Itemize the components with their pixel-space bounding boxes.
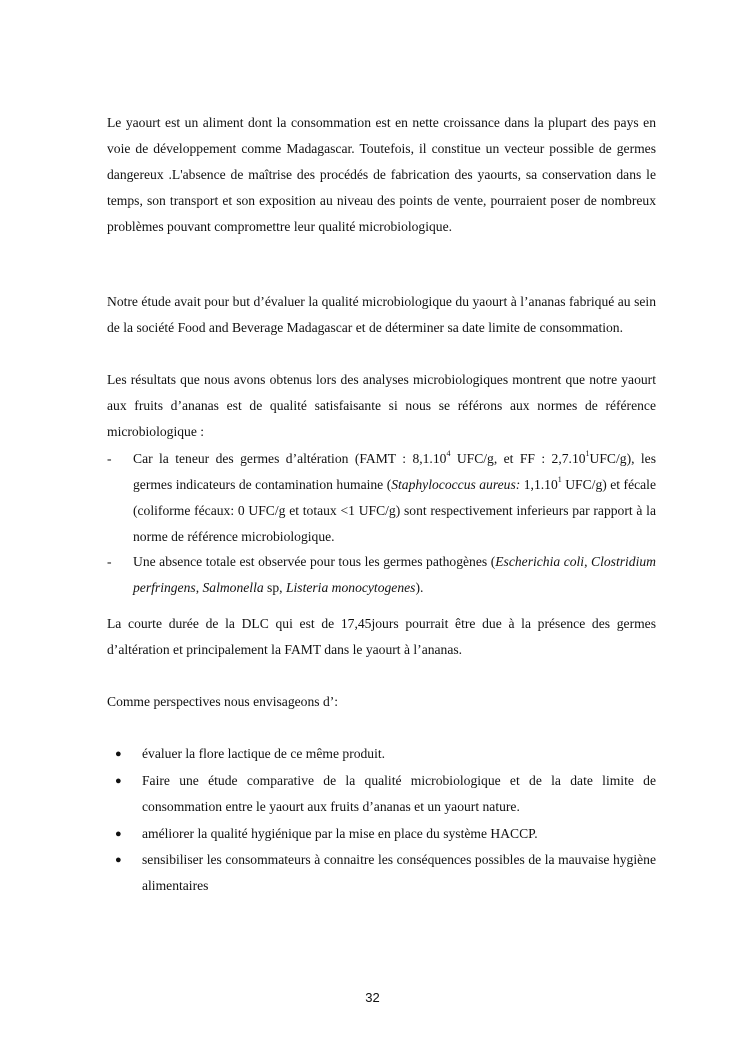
- bullet-item-4: [115, 847, 656, 899]
- bullet-icon: ●: [115, 828, 122, 840]
- dash-marker: -: [107, 451, 112, 466]
- goal-paragraph: Notre étude avait pour but d’évaluer la qualité microbiologique du yaourt à l’ananas fabriqué au sein de la société Food and Beverage Madagascar et de déterminer sa date limite de consommation.: [107, 294, 656, 335]
- bullet-icon: ●: [115, 775, 122, 787]
- bullet-item-1: [115, 741, 656, 767]
- dash-marker: -: [107, 554, 112, 569]
- bullet-item-text: sensibiliser les consommateurs à connaitre les conséquences possibles de la mauvaise hygiène alimentaires: [142, 852, 656, 893]
- dash-item-2-text: Une absence totale est observée pour tous les germes pathogènes (Escherichia coli, Clostridium perfringens, Salmonella sp, Listeria monocytogenes).: [133, 554, 656, 595]
- intro-paragraph: Le yaourt est un aliment dont la consommation est en nette croissance dans la plupart des pays en voie de développement comme Madagascar. Toutefois, il constitue un vecteur possible de germes dangereux .L'absence de maîtrise des procédés de fabrication des yaourts, sa conservation dans le temps, son transport et son exposition au niveau des points de vente, pourraient poser de nombreux problèmes pouvant compromettre leur qualité microbiologique.: [107, 115, 656, 234]
- page-number: 32: [365, 990, 380, 1005]
- dlc-paragraph: La courte durée de la DLC qui est de 17,45jours pourrait être due à la présence des germes d’altération et principalement la FAMT dans le yaourt à l’ananas.: [107, 616, 656, 657]
- bullet-item-2: [115, 768, 656, 820]
- bullet-item-text: améliorer la qualité hygiénique par la mise en place du système HACCP.: [142, 826, 538, 841]
- perspectives-intro: Comme perspectives nous envisageons d’:: [107, 694, 339, 709]
- dash-list-item-2: [107, 549, 656, 601]
- dash-list-item-1: [107, 446, 656, 550]
- bullet-item-text: évaluer la flore lactique de ce même produit.: [142, 746, 386, 761]
- bullet-icon: ●: [115, 748, 122, 760]
- bullet-item-text: Faire une étude comparative de la qualité microbiologique et de la date limite de consommation entre le yaourt aux fruits d’ananas et un yaourt nature.: [142, 773, 656, 814]
- bullet-icon: ●: [115, 854, 122, 866]
- bullet-item-3: [115, 821, 656, 847]
- dash-item-1-text: Car la teneur des germes d’altération (FAMT : 8,1.10$^4$ UFC/g, et FF : 2,7.10$^1$UFC/g), les germes indicateurs de contamination humaine (Staphylococcus aureus: 1,1.10$^1$ UFC/g) et fécale (coliforme fécaux: 0 UFC/g et totaux <1 UFC/g) sont respectivement inferieurs par rapport à la norme de référence microbiologique.: [133, 449, 656, 544]
- results-paragraph: Les résultats que nous avons obtenus lors des analyses microbiologiques montrent que notre yaourt aux fruits d’ananas est de qualité satisfaisante si nous se référons aux normes de référence microbiologique :: [107, 372, 656, 439]
